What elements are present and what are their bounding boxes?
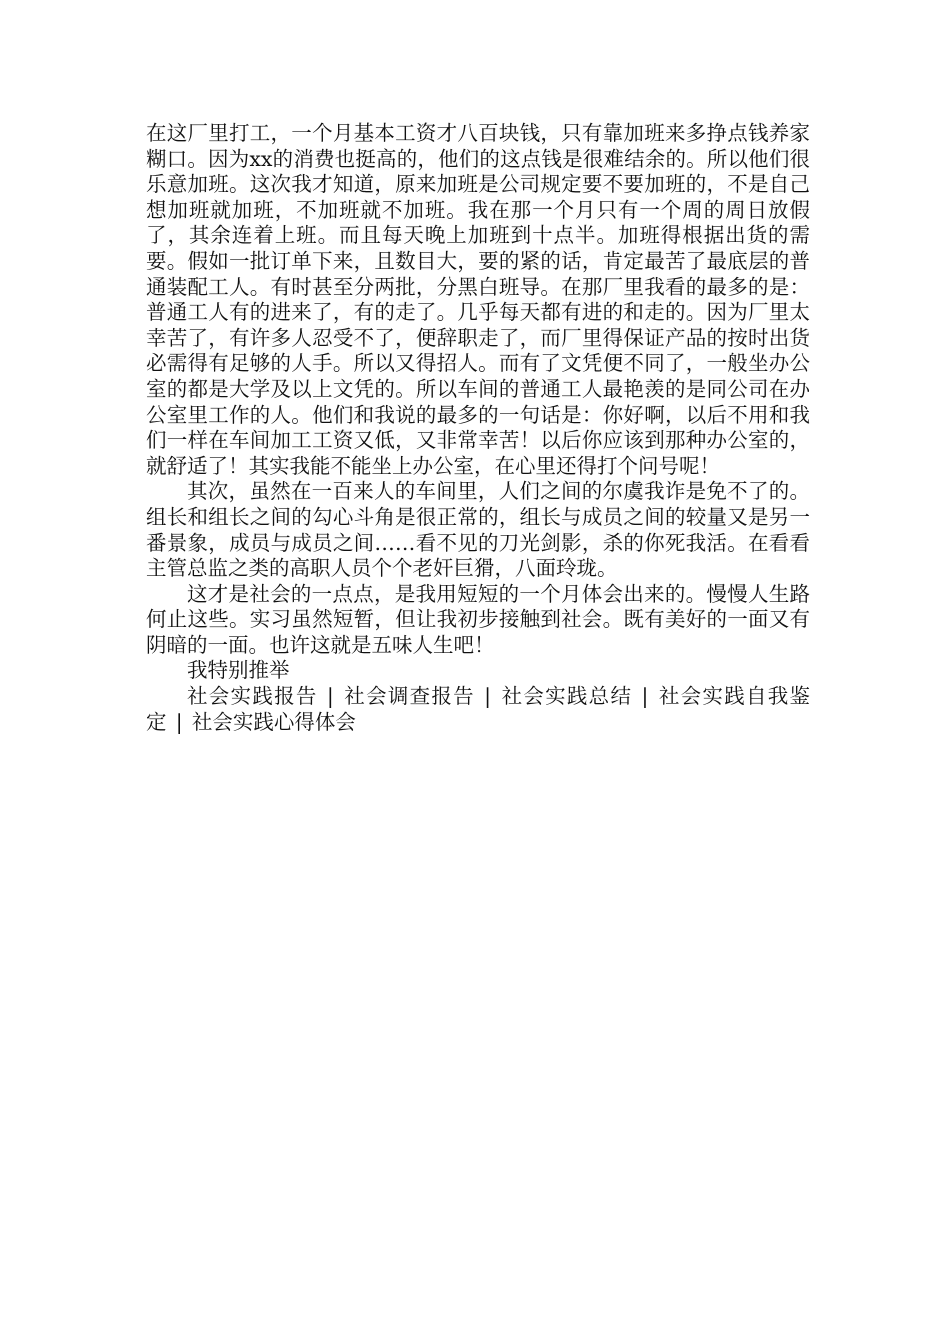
link-social-practice-summary[interactable]: 社会实践总结 (500, 684, 633, 709)
link-separator: | (326, 684, 334, 709)
link-separator: | (641, 684, 649, 709)
link-separator: | (484, 684, 492, 709)
paragraph-2: 其次，虽然在一百来人的车间里，人们之间的尔虞我诈是免不了的。组长和组长之间的勾心斗角是很正常的，组长与成员之间的较量又是另一番景象，成员与成员之间……看不见的刀光剑影，杀的你死我活。在看看主管总监之类的高职人员个个老奸巨猾，八面玲珑。 (146, 479, 810, 581)
link-social-practice-reflections[interactable]: 社会实践心得体会 (191, 709, 356, 734)
paragraph-1: 在这厂里打工，一个月基本工资才八百块钱，只有靠加班来多挣点钱养家糊口。因为xx的消费也挺高的，他们的这点钱是很难结余的。所以他们很乐意加班。这次我才知道，原来加班是公司规定要不要加班的，不是自己想加班就加班，不加班就不加班。我在那一个月只有一个周的周日放假了，其余连着上班。而且每天晚上加班到十点半。加班得根据出货的需要。假如一批订单下来，且数目大，要的紧的话，肯定最苦了最底层的普通装配工人。有时甚至分两批，分黑白班导。在那厂里我看的最多的是：普通工人有的进来了，有的走了。几乎每天都有进的和走的。因为厂里太幸苦了，有许多人忍受不了，便辞职走了，而厂里得保证产品的按时出货必需得有足够的人手。所以又得招人。而有了文凭便不同了，一般坐办公室的都是大学及以上文凭的。所以车间的普通工人最艳羡的是同公司在办公室里工作的人。他们和我说的最多的一句话是：你好啊，以后不用和我们一样在车间加工工资又低，又非常幸苦！以后你应该到那种办公室的，就舒适了！其实我能不能坐上办公室，在心里还得打个问号呢！ (146, 121, 810, 478)
document-body (146, 121, 810, 735)
recommend-title: 我特别推举 (187, 658, 290, 683)
link-separator: | (175, 709, 183, 734)
paragraph-3: 这才是社会的一点点，是我用短短的一个月体会出来的。慢慢人生路何止这些。实习虽然短暂，但让我初步接触到社会。既有美好的一面又有阴暗的一面。也许这就是五味人生吧！ (146, 581, 810, 657)
link-social-survey-report[interactable]: 社会调查报告 (343, 684, 475, 709)
recommend-links (146, 684, 810, 735)
link-social-practice-self-appraisal[interactable]: 社会实践自我鉴定 (146, 684, 811, 734)
link-social-practice-report[interactable]: 社会实践报告 (187, 684, 318, 709)
